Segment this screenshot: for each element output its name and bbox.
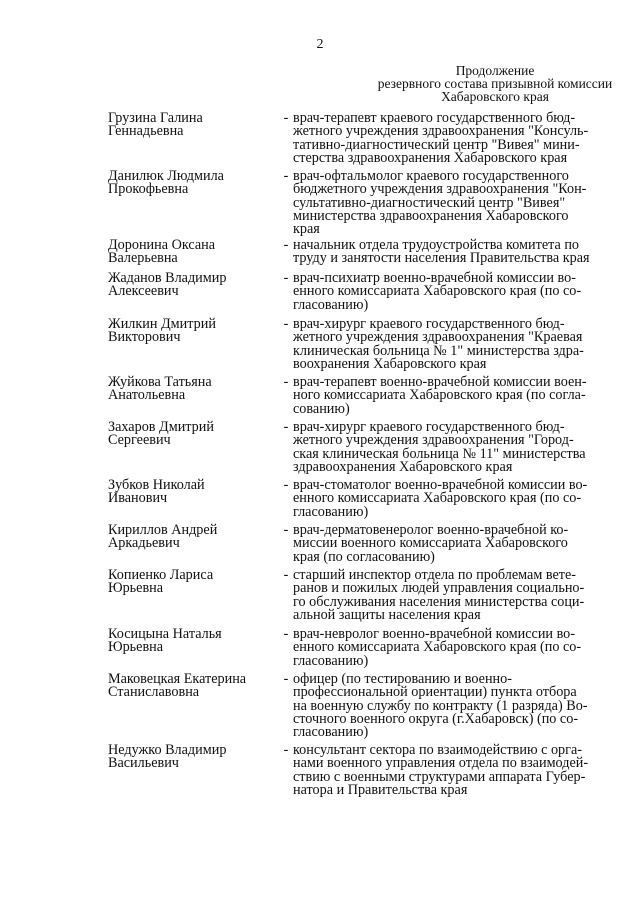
member-position-line: сточного военного округа (г.Хабаровск) (по со- bbox=[293, 710, 579, 727]
member-position-line: врач-дерматовенеролог военно-врачебной ко- bbox=[293, 522, 569, 538]
member-position bbox=[293, 569, 614, 622]
member-position-line: тативно-диагностический центр "Вивея" мини- bbox=[293, 136, 580, 153]
member-position bbox=[293, 170, 614, 236]
member-position bbox=[293, 112, 614, 165]
member-name bbox=[108, 524, 276, 551]
member-position-line: врач-офтальмолог краевого государственного bbox=[293, 168, 569, 184]
member-name-line: Станиславовна bbox=[108, 684, 200, 701]
member-position-line: го обслуживания населения министерства соци- bbox=[293, 593, 585, 610]
member-name bbox=[108, 239, 276, 266]
member-position-line: врач-хирург краевого государственного бюд- bbox=[293, 419, 565, 435]
member-position bbox=[293, 524, 614, 564]
member-position bbox=[293, 479, 614, 519]
member-position bbox=[293, 673, 614, 739]
member-name-line: Жилкин Дмитрий bbox=[108, 316, 216, 332]
member-dash: - bbox=[283, 522, 289, 538]
member-name-line: Жаданов Владимир bbox=[108, 270, 227, 286]
member-position-line: жетного учреждения здравоохранения "Консуль- bbox=[293, 123, 589, 140]
member-position-line: ранов и пожилых людей управления социально- bbox=[293, 580, 585, 597]
member-position-line: врач-терапевт военно-врачебной комиссии воен- bbox=[293, 374, 587, 390]
member-name bbox=[108, 673, 276, 700]
member-position-line: врач-психиатр военно-врачебной комиссии во- bbox=[293, 270, 576, 286]
member-dash: - bbox=[283, 671, 289, 687]
member-position-line: миссии военного комиссариата Хабаровского bbox=[293, 535, 568, 552]
member-position-line: стерства здравоохранения Хабаровского края bbox=[293, 149, 568, 166]
member-position-line: ного комиссариата Хабаровского края (по согла- bbox=[293, 387, 586, 404]
member-name-line: Иванович bbox=[108, 490, 168, 507]
member-position bbox=[293, 628, 614, 668]
member-position-line: енного комиссариата Хабаровского края (по со- bbox=[293, 490, 582, 507]
member-position-line: на военную службу по контракту (1 разряда) Во- bbox=[293, 697, 588, 714]
member-name-line: Копиенко Лариса bbox=[108, 567, 214, 583]
member-name-line: Анатольевна bbox=[108, 387, 186, 404]
member-name-line: Васильевич bbox=[108, 755, 179, 772]
member-position-line: врач-стоматолог военно-врачебной комиссии во- bbox=[293, 477, 588, 493]
member-position-line: здравоохранения Хабаровского края bbox=[293, 458, 513, 475]
member-position-line: ствию с военными структурами аппарата Губер- bbox=[293, 768, 586, 785]
member-name bbox=[108, 318, 276, 345]
member-position-line: офицер (по тестированию и военно- bbox=[293, 671, 512, 687]
member-name-line: Юрьевна bbox=[108, 639, 164, 656]
member-name-line: Грузина Галина bbox=[108, 110, 203, 126]
member-position-line: жетного учреждения здравоохранения "Город- bbox=[293, 432, 574, 449]
member-name bbox=[108, 569, 276, 596]
member-position-line: жетного учреждения здравоохранения "Краевая bbox=[293, 329, 583, 346]
member-name-line: Юрьевна bbox=[108, 580, 164, 597]
member-name-line: Алексеевич bbox=[108, 283, 179, 300]
member-dash: - bbox=[283, 419, 289, 435]
header-line-2: резервного состава призывной комиссии bbox=[377, 76, 613, 91]
member-position-line: сованию) bbox=[293, 400, 350, 417]
member-name-line: Кириллов Андрей bbox=[108, 522, 218, 538]
member-position-line: врач-хирург краевого государственного бюд- bbox=[293, 316, 565, 332]
member-position-line: натора и Правительства края bbox=[293, 781, 468, 798]
member-name bbox=[108, 628, 276, 655]
member-name-line: Доронина Оксана bbox=[108, 237, 216, 253]
member-position bbox=[293, 239, 614, 266]
member-position-line: врач-терапевт краевого государственного бюд- bbox=[293, 110, 576, 126]
member-dash: - bbox=[283, 316, 289, 332]
member-position bbox=[293, 318, 614, 371]
member-name-line: Аркадьевич bbox=[108, 535, 180, 552]
member-dash: - bbox=[283, 742, 289, 758]
member-position-line: начальник отдела трудоустройства комитета по bbox=[293, 237, 580, 253]
member-dash: - bbox=[283, 110, 289, 126]
member-dash: - bbox=[283, 567, 289, 583]
member-position-line: альной защиты населения края bbox=[293, 606, 481, 623]
member-position-line: гласованию) bbox=[293, 296, 369, 313]
header-line-1: Продолжение bbox=[455, 63, 535, 78]
member-name-line: Викторович bbox=[108, 329, 181, 346]
header-line-3: Хабаровского края bbox=[441, 89, 549, 104]
member-name-line: Маковецкая Екатерина bbox=[108, 671, 247, 687]
member-dash: - bbox=[283, 237, 289, 253]
member-name-line: Жуйкова Татьяна bbox=[108, 374, 212, 390]
member-dash: - bbox=[283, 168, 289, 184]
member-name bbox=[108, 421, 276, 448]
member-name-line: Недужко Владимир bbox=[108, 742, 227, 758]
member-position-line: воохранения Хабаровского края bbox=[293, 355, 487, 372]
member-name-line: Сергеевич bbox=[108, 432, 171, 449]
member-name bbox=[108, 170, 276, 197]
member-name bbox=[108, 112, 276, 139]
member-name-line: Геннадьевна bbox=[108, 123, 184, 140]
member-position-line: гласованию) bbox=[293, 503, 369, 520]
member-name bbox=[108, 272, 276, 299]
member-position-line: профессиональной ориентации) пункта отбора bbox=[293, 684, 577, 701]
member-name-line: Прокофьевна bbox=[108, 181, 189, 198]
member-dash: - bbox=[283, 270, 289, 286]
member-position-line: нами военного управления отдела по взаимодей- bbox=[293, 755, 589, 772]
member-position bbox=[293, 376, 614, 416]
member-name-line: Данилюк Людмила bbox=[108, 168, 224, 184]
member-name bbox=[108, 744, 276, 771]
member-name bbox=[108, 376, 276, 403]
member-position-line: края (по согласованию) bbox=[293, 548, 435, 565]
member-position-line: края bbox=[293, 221, 320, 238]
member-position bbox=[293, 421, 614, 474]
member-name bbox=[108, 479, 276, 506]
member-dash: - bbox=[283, 477, 289, 493]
member-position-line: ская клиническая больница № 11" министерства bbox=[293, 445, 586, 462]
member-position-line: труду и занятости населения Правительства края bbox=[293, 250, 590, 267]
continuation-header bbox=[330, 64, 640, 103]
member-position-line: гласованию) bbox=[293, 724, 369, 741]
member-position-line: сультативно-диагностический центр "Вивея" bbox=[293, 194, 566, 211]
member-position-line: енного комиссариата Хабаровского края (по со- bbox=[293, 639, 582, 656]
member-name-line: Косицына Наталья bbox=[108, 626, 222, 642]
member-position-line: енного комиссариата Хабаровского края (по со- bbox=[293, 283, 582, 300]
member-dash: - bbox=[283, 374, 289, 390]
member-name-line: Валерьевна bbox=[108, 250, 178, 267]
member-position-line: старший инспектор отдела по проблемам вете- bbox=[293, 567, 576, 583]
member-position-line: министерства здравоохранения Хабаровского bbox=[293, 207, 569, 224]
member-position-line: бюджетного учреждения здравоохранения "Кон- bbox=[293, 181, 587, 198]
member-name-line: Захаров Дмитрий bbox=[108, 419, 214, 435]
member-position-line: клиническая больница № 1" министерства здра- bbox=[293, 342, 584, 359]
member-position-line: гласованию) bbox=[293, 652, 369, 669]
page-number: 2 bbox=[316, 37, 324, 52]
member-position bbox=[293, 272, 614, 312]
member-name-line: Зубков Николай bbox=[108, 477, 205, 493]
member-position bbox=[293, 744, 614, 797]
member-position-line: врач-невролог военно-врачебной комиссии во- bbox=[293, 626, 575, 642]
member-position-line: консультант сектора по взаимодействию с орга- bbox=[293, 742, 582, 758]
member-dash: - bbox=[283, 626, 289, 642]
